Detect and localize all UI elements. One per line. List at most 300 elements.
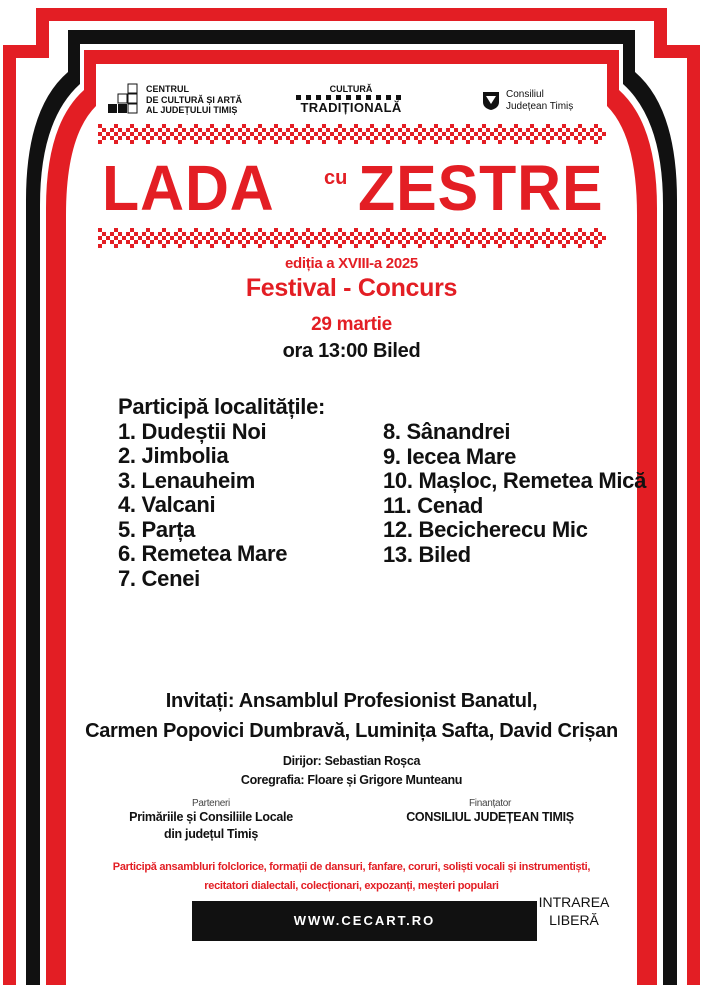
pattern-cell	[210, 140, 214, 144]
pattern-cell	[434, 228, 438, 232]
pattern-cell	[258, 236, 262, 240]
pattern-cell	[378, 132, 382, 136]
pattern-cell	[438, 232, 442, 236]
pattern-cell	[130, 132, 134, 136]
pattern-cell	[498, 228, 502, 232]
pattern-cell	[98, 132, 102, 136]
pattern-cell	[454, 136, 458, 140]
pattern-cell	[358, 232, 362, 236]
pattern-cell	[178, 132, 182, 136]
pattern-cell	[322, 124, 326, 128]
pattern-cell	[254, 128, 258, 132]
funder-name: CONSILIUL JUDEȚEAN TIMIȘ	[406, 810, 574, 824]
pattern-cell	[330, 236, 334, 240]
pattern-cell	[210, 236, 214, 240]
pattern-cell	[558, 232, 562, 236]
pattern-cell	[458, 132, 462, 136]
folk-pattern-top	[98, 124, 606, 144]
event-date: 29 martie	[311, 314, 392, 335]
entry-line-1: INTRAREA	[538, 894, 610, 910]
pattern-cell	[398, 232, 402, 236]
pattern-cell	[434, 236, 438, 240]
pattern-cell	[426, 236, 430, 240]
pattern-cell	[358, 128, 362, 132]
pattern-cell	[394, 236, 398, 240]
pattern-cell	[534, 136, 538, 140]
pattern-cell	[262, 128, 266, 132]
pattern-cell	[286, 128, 290, 132]
pattern-cell	[302, 136, 306, 140]
pattern-cell	[538, 132, 542, 136]
pattern-cell	[306, 244, 310, 248]
pattern-cell	[194, 228, 198, 232]
pattern-cell	[434, 124, 438, 128]
pattern-cell	[146, 236, 150, 240]
pattern-cell	[130, 244, 134, 248]
pattern-cell	[174, 136, 178, 140]
pattern-cell	[518, 128, 522, 132]
pattern-cell	[226, 140, 230, 144]
pattern-cell	[346, 236, 350, 240]
pattern-cell	[470, 240, 474, 244]
pattern-cell	[198, 240, 202, 244]
pattern-cell	[362, 236, 366, 240]
pattern-cell	[390, 232, 394, 236]
pattern-cell	[306, 124, 310, 128]
left-logo-line-2: DE CULTURĂ ȘI ARTĂ	[146, 94, 242, 105]
pattern-cell	[302, 128, 306, 132]
pattern-cell	[126, 128, 130, 132]
pattern-cell	[546, 124, 550, 128]
pattern-cell	[466, 228, 470, 232]
pattern-cell	[594, 244, 598, 248]
pattern-cell	[582, 136, 586, 140]
pattern-cell	[258, 244, 262, 248]
pattern-cell	[578, 228, 582, 232]
title-word-lada: LADA	[102, 152, 275, 224]
pattern-cell	[290, 236, 294, 240]
pattern-cell	[518, 232, 522, 236]
pattern-cell	[262, 136, 266, 140]
pattern-cell	[338, 244, 342, 248]
pattern-cell	[258, 132, 262, 136]
pattern-cell	[602, 236, 606, 240]
pattern-cell	[538, 236, 542, 240]
pattern-cell	[354, 124, 358, 128]
pattern-cell	[182, 136, 186, 140]
pattern-cell	[502, 232, 506, 236]
pattern-cell	[262, 240, 266, 244]
pattern-cell	[498, 132, 502, 136]
pattern-cell	[270, 232, 274, 236]
pattern-cell	[426, 132, 430, 136]
pattern-cell	[402, 228, 406, 232]
pattern-cell	[338, 236, 342, 240]
pattern-cell	[370, 124, 374, 128]
pattern-cell	[578, 140, 582, 144]
pattern-cell	[454, 232, 458, 236]
list-item: 10. Mașloc, Remetea Mică	[383, 468, 647, 493]
pattern-cell	[570, 132, 574, 136]
pattern-cell	[526, 136, 530, 140]
pattern-cell	[222, 240, 226, 244]
pattern-cell	[354, 140, 358, 144]
pattern-cell	[222, 128, 226, 132]
pattern-cell	[398, 240, 402, 244]
pattern-cell	[530, 124, 534, 128]
pattern-cell	[482, 140, 486, 144]
pattern-cell	[514, 132, 518, 136]
pattern-cell	[414, 240, 418, 244]
pattern-cell	[446, 240, 450, 244]
pattern-cell	[138, 132, 142, 136]
pattern-cell	[218, 132, 222, 136]
pattern-cell	[214, 136, 218, 140]
pattern-cell	[402, 140, 406, 144]
pattern-cell	[386, 236, 390, 240]
pattern-cell	[402, 124, 406, 128]
pattern-cell	[290, 124, 294, 128]
pattern-cell	[582, 232, 586, 236]
pattern-cell	[326, 232, 330, 236]
pattern-cell	[266, 236, 270, 240]
edition-text: ediția a XVIII-a 2025	[285, 255, 418, 272]
right-logo-line-1: Consiliul	[506, 89, 544, 100]
pattern-cell	[414, 136, 418, 140]
pattern-cell	[530, 132, 534, 136]
county-crest-icon	[482, 91, 500, 111]
pattern-cell	[226, 236, 230, 240]
pattern-cell	[186, 236, 190, 240]
pattern-cell	[126, 136, 130, 140]
pattern-cell	[254, 136, 258, 140]
pattern-cell	[114, 236, 118, 240]
pattern-cell	[530, 228, 534, 232]
pattern-cell	[306, 236, 310, 240]
guests-block	[0, 686, 703, 746]
pattern-cell	[322, 228, 326, 232]
pattern-cell	[558, 128, 562, 132]
pattern-cell	[194, 124, 198, 128]
pattern-cell	[418, 140, 422, 144]
pattern-cell	[530, 140, 534, 144]
pattern-cell	[554, 236, 558, 240]
pattern-cell	[330, 132, 334, 136]
pattern-cell	[346, 132, 350, 136]
pattern-cell	[350, 128, 354, 132]
pattern-cell	[326, 136, 330, 140]
pattern-cell	[594, 236, 598, 240]
pattern-cell	[470, 128, 474, 132]
pattern-cell	[150, 240, 154, 244]
pattern-cell	[290, 228, 294, 232]
pattern-cell	[562, 124, 566, 128]
pattern-cell	[230, 240, 234, 244]
pattern-cell	[406, 232, 410, 236]
event-type: Festival - Concurs	[245, 274, 458, 302]
pattern-cell	[402, 132, 406, 136]
pattern-cell	[118, 240, 122, 244]
pattern-cell	[534, 128, 538, 132]
pattern-cell	[226, 244, 230, 248]
pattern-cell	[110, 136, 114, 140]
pattern-cell	[506, 236, 510, 240]
pattern-cell	[342, 240, 346, 244]
pattern-cell	[554, 132, 558, 136]
pattern-cell	[206, 128, 210, 132]
pattern-cell	[334, 232, 338, 236]
pattern-cell	[150, 232, 154, 236]
pattern-cell	[482, 228, 486, 232]
pattern-cell	[386, 140, 390, 144]
pattern-cell	[590, 136, 594, 140]
pattern-cell	[498, 236, 502, 240]
pattern-cell	[422, 128, 426, 132]
pattern-cell	[558, 240, 562, 244]
pattern-cell	[550, 128, 554, 132]
pattern-cell	[582, 128, 586, 132]
pattern-cell	[190, 136, 194, 140]
pattern-cell	[318, 232, 322, 236]
pattern-cell	[578, 236, 582, 240]
pattern-cell	[142, 136, 146, 140]
traditional-culture-logo	[286, 84, 416, 115]
pattern-cell	[106, 236, 110, 240]
pattern-cell	[286, 240, 290, 244]
pattern-cell	[462, 136, 466, 140]
mid-logo-big: TRADIȚIONALĂ	[300, 100, 402, 115]
pattern-cell	[122, 236, 126, 240]
pattern-cell	[134, 240, 138, 244]
cultural-center-logo	[108, 82, 258, 120]
pattern-cell	[494, 232, 498, 236]
pattern-cell	[210, 124, 214, 128]
pattern-cell	[250, 132, 254, 136]
choreography-credit: Coregrafia: Floare și Grigore Munteanu	[240, 773, 463, 787]
pattern-cell	[530, 244, 534, 248]
pattern-cell	[378, 236, 382, 240]
pattern-cell	[130, 228, 134, 232]
pattern-cell	[482, 236, 486, 240]
pattern-cell	[194, 244, 198, 248]
pattern-cell	[438, 240, 442, 244]
pattern-cell	[478, 128, 482, 132]
pattern-cell	[110, 240, 114, 244]
pattern-cell	[198, 136, 202, 140]
conductor-credit: Dirijor: Sebastian Roșca	[282, 754, 421, 768]
pattern-cell	[310, 136, 314, 140]
pattern-cell	[222, 232, 226, 236]
pattern-cell	[334, 136, 338, 140]
pattern-cell	[394, 132, 398, 136]
pattern-cell	[482, 244, 486, 248]
pattern-cell	[370, 132, 374, 136]
participants-note	[60, 858, 643, 896]
pattern-cell	[226, 228, 230, 232]
list-item: 7. Cenei	[118, 565, 200, 591]
list-item: 6. Remetea Mare	[118, 541, 288, 566]
pattern-cell	[194, 132, 198, 136]
pattern-cell	[158, 232, 162, 236]
pattern-cell	[450, 236, 454, 240]
pattern-cell	[370, 228, 374, 232]
pattern-cell	[474, 132, 478, 136]
pattern-cell	[106, 132, 110, 136]
pattern-cell	[462, 240, 466, 244]
pattern-cell	[602, 132, 606, 136]
pattern-cell	[214, 240, 218, 244]
pattern-cell	[458, 236, 462, 240]
pattern-cell	[142, 232, 146, 236]
pattern-cell	[218, 236, 222, 240]
pattern-cell	[302, 232, 306, 236]
pattern-cell	[214, 128, 218, 132]
pattern-cell	[102, 136, 106, 140]
pattern-cell	[334, 128, 338, 132]
pattern-cell	[298, 236, 302, 240]
pattern-cell	[490, 236, 494, 240]
pattern-cell	[326, 240, 330, 244]
pattern-cell	[162, 132, 166, 136]
pattern-cell	[190, 240, 194, 244]
pattern-cell	[374, 240, 378, 244]
pattern-cell	[146, 124, 150, 128]
pattern-cell	[294, 136, 298, 140]
list-item: 9. Iecea Mare	[383, 443, 517, 469]
pattern-cell	[150, 136, 154, 140]
pattern-cell	[286, 136, 290, 140]
pattern-cell	[510, 240, 514, 244]
pattern-cell	[210, 132, 214, 136]
pattern-cell	[574, 136, 578, 140]
pattern-cell	[582, 240, 586, 244]
pattern-cell	[382, 128, 386, 132]
pattern-cell	[486, 240, 490, 244]
pattern-cell	[142, 240, 146, 244]
pattern-cell	[566, 128, 570, 132]
pattern-cell	[274, 228, 278, 232]
pattern-cell	[562, 132, 566, 136]
pattern-cell	[370, 236, 374, 240]
pattern-cell	[366, 240, 370, 244]
pattern-cell	[546, 228, 550, 232]
pattern-cell	[442, 236, 446, 240]
pattern-cell	[526, 232, 530, 236]
pattern-cell	[278, 240, 282, 244]
list-item: 3. Lenauheim	[118, 467, 255, 493]
pattern-cell	[238, 240, 242, 244]
pattern-cell	[130, 124, 134, 128]
pattern-cell	[246, 128, 250, 132]
pattern-cell	[146, 140, 150, 144]
partners-block	[106, 798, 316, 843]
pattern-cell	[502, 136, 506, 140]
pattern-cell	[178, 140, 182, 144]
pattern-cell	[518, 240, 522, 244]
pattern-cell	[294, 128, 298, 132]
pattern-cell	[406, 136, 410, 140]
pattern-cell	[174, 232, 178, 236]
pattern-cell	[118, 128, 122, 132]
pattern-cell	[318, 128, 322, 132]
pattern-cell	[282, 132, 286, 136]
credits-block	[0, 752, 703, 790]
pattern-cell	[406, 240, 410, 244]
pattern-cell	[382, 240, 386, 244]
list-item: 13. Biled	[383, 541, 471, 567]
pattern-cell	[322, 244, 326, 248]
pattern-cell	[486, 136, 490, 140]
pattern-cell	[310, 232, 314, 236]
left-logo-line-3: AL JUDEȚULUI TIMIȘ	[146, 105, 238, 115]
free-entry-label	[538, 893, 610, 929]
pattern-cell	[238, 128, 242, 132]
pattern-cell	[202, 236, 206, 240]
pattern-cell	[570, 236, 574, 240]
pattern-cell	[354, 244, 358, 248]
pattern-cell	[114, 124, 118, 128]
pattern-cell	[242, 244, 246, 248]
checker-squares-icon	[108, 82, 144, 118]
pattern-cell	[550, 136, 554, 140]
pattern-cell	[318, 240, 322, 244]
pattern-cell	[374, 128, 378, 132]
pattern-cell	[154, 132, 158, 136]
pattern-cell	[510, 232, 514, 236]
pattern-cell	[230, 128, 234, 132]
pattern-cell	[338, 132, 342, 136]
pattern-cell	[102, 240, 106, 244]
pattern-cell	[242, 140, 246, 144]
pattern-cell	[442, 132, 446, 136]
pattern-cell	[530, 236, 534, 240]
pattern-cell	[178, 228, 182, 232]
festival-title	[96, 148, 608, 228]
pattern-cell	[434, 140, 438, 144]
website-link[interactable]: WWW.CECART.RO	[293, 913, 436, 928]
pattern-cell	[478, 136, 482, 140]
pattern-cell	[342, 232, 346, 236]
pattern-cell	[434, 132, 438, 136]
entry-line-2: LIBERĂ	[549, 912, 599, 928]
pattern-cell	[194, 140, 198, 144]
pattern-cell	[98, 236, 102, 240]
pattern-cell	[118, 136, 122, 140]
pattern-cell	[506, 132, 510, 136]
pattern-cell	[486, 128, 490, 132]
pattern-cell	[418, 236, 422, 240]
pattern-cell	[254, 240, 258, 244]
pattern-cell	[246, 232, 250, 236]
pattern-cell	[114, 228, 118, 232]
pattern-cell	[534, 240, 538, 244]
pattern-cell	[450, 140, 454, 144]
pattern-cell	[410, 132, 414, 136]
pattern-cell	[338, 140, 342, 144]
pattern-cell	[110, 232, 114, 236]
pattern-cell	[430, 136, 434, 140]
pattern-cell	[162, 124, 166, 128]
pattern-cell	[494, 240, 498, 244]
pattern-cell	[422, 232, 426, 236]
pattern-cell	[210, 228, 214, 232]
funder-block	[380, 798, 600, 826]
pattern-cell	[598, 128, 602, 132]
pattern-cell	[278, 232, 282, 236]
pattern-cell	[226, 132, 230, 136]
pattern-cell	[242, 228, 246, 232]
pattern-cell	[214, 232, 218, 236]
